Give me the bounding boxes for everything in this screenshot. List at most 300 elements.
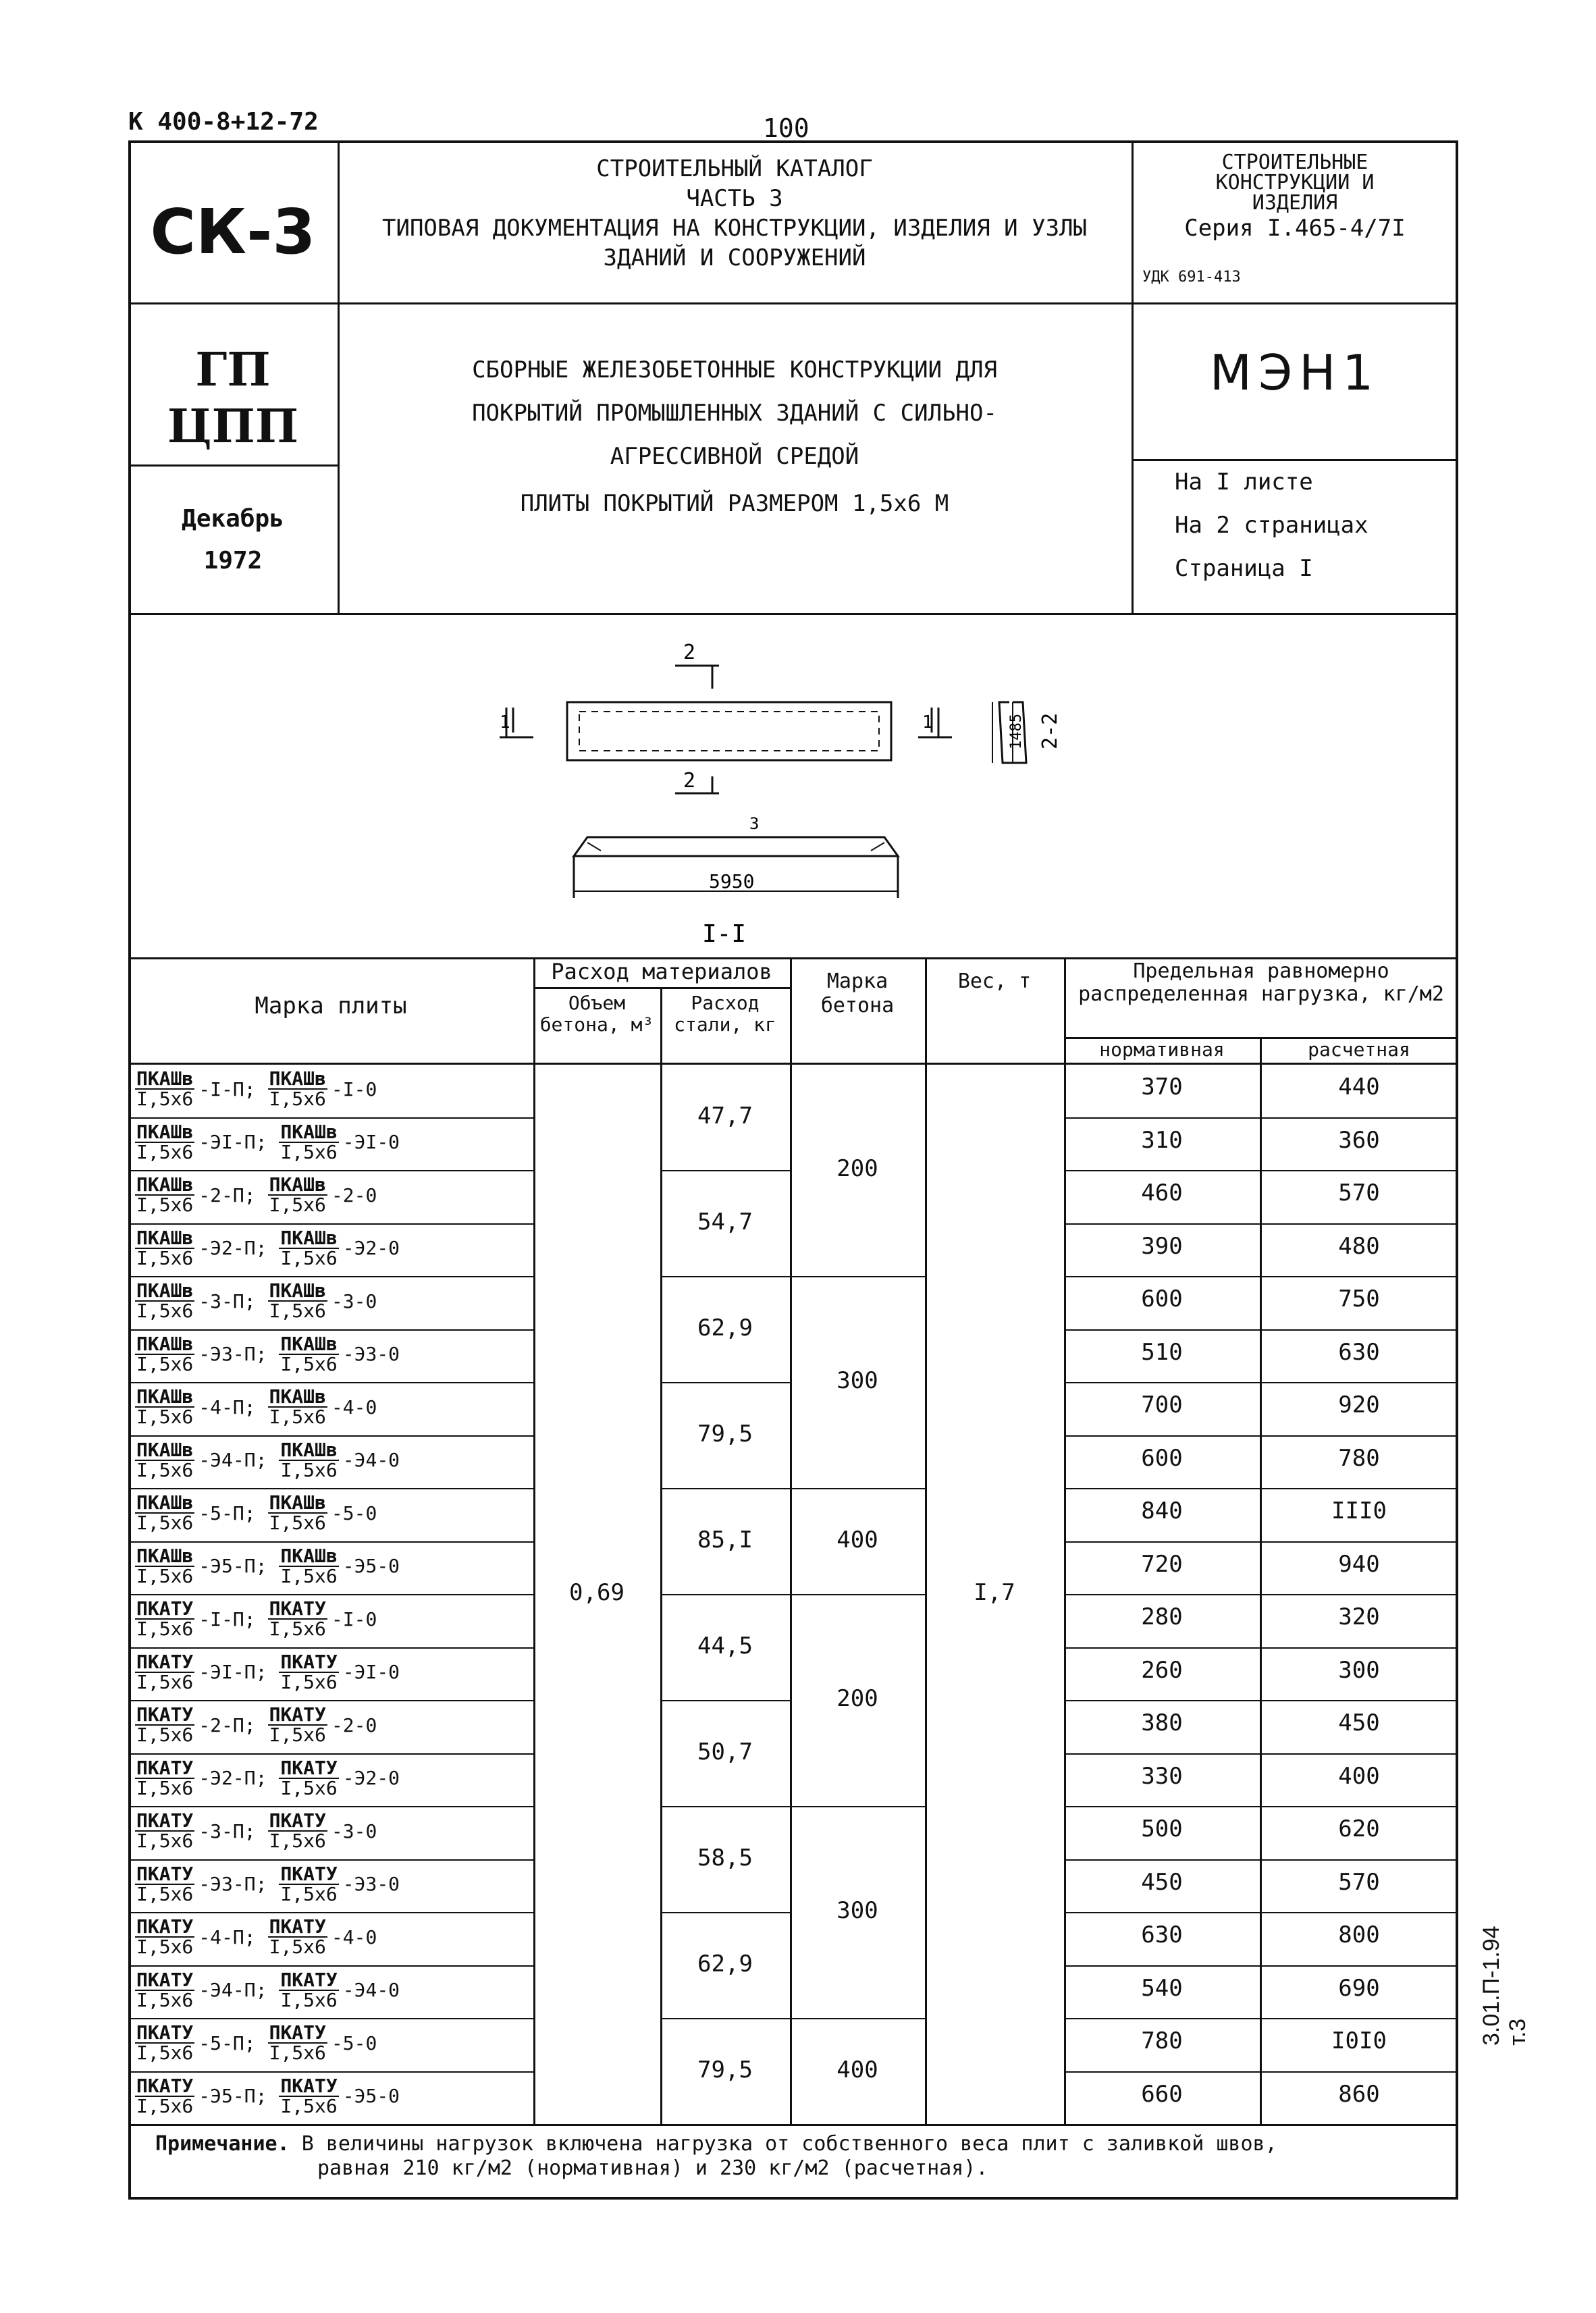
mark-fraction (268, 1175, 327, 1215)
mark-fraction (268, 1705, 327, 1745)
steel-divider (660, 1912, 790, 1913)
normative-load: 780 (1141, 2027, 1183, 2054)
mark-denominator: I,5х6 (136, 1406, 194, 1428)
mark-fraction (268, 1493, 327, 1533)
catalog-line: ЧАСТЬ 3 (686, 185, 783, 212)
row-divider (1064, 2018, 1458, 2019)
row-divider (1064, 1223, 1458, 1225)
mark-denominator: I,5х6 (136, 1352, 194, 1375)
row-divider (128, 1170, 533, 1171)
mark-denominator: I,5х6 (136, 1830, 194, 1852)
catalog-line: ТИПОВАЯ ДОКУМЕНТАЦИЯ НА КОНСТРУКЦИИ, ИЗДЕЛИЯ И УЗЛЫ (382, 215, 1087, 242)
divider (128, 613, 1458, 615)
normative-load: 500 (1141, 1815, 1183, 1842)
normative-load: 600 (1141, 1285, 1183, 1312)
mark-denominator: I,5х6 (280, 1670, 338, 1693)
plate-mark-part (135, 1069, 256, 1109)
mark-denominator: I,5х6 (136, 1088, 194, 1110)
row-divider (128, 2071, 533, 2073)
table-bottom (128, 2124, 1458, 2126)
concrete-grade: 200 (836, 1155, 878, 1182)
mark-fraction (135, 1281, 194, 1321)
mark-fraction (268, 1387, 327, 1427)
plate-mark-part (279, 1862, 400, 1905)
concrete-divider (790, 1594, 925, 1595)
design-load: 920 (1338, 1391, 1380, 1418)
row-divider (1064, 1806, 1458, 1807)
plate-mark (135, 1544, 400, 1587)
plate-mark-part (135, 1438, 267, 1481)
mark-numerator: ПКАТУ (136, 1862, 194, 1885)
mark-fraction (135, 1387, 194, 1427)
section-line: ИЗДЕЛИЯ (1252, 191, 1338, 215)
plate-mark-part (135, 1493, 256, 1533)
mark-suffix: -ЭI-0 (342, 1661, 400, 1683)
mark-denominator: I,5х6 (136, 1776, 194, 1799)
mark-denominator: I,5х6 (269, 1618, 326, 1640)
design-load: 570 (1338, 1179, 1380, 1206)
mark-suffix: -5-0 (331, 1501, 377, 1524)
subject-line: СБОРНЫЕ ЖЕЛЕЗОБЕТОННЫЕ КОНСТРУКЦИИ ДЛЯ (472, 356, 997, 383)
mark-denominator: I,5х6 (280, 1140, 338, 1163)
slab-plan-outline (567, 702, 891, 760)
mark-numerator: ПКАШв (269, 1173, 326, 1196)
mark-numerator: ПКАШв (136, 1491, 194, 1514)
header-normative: нормативная (1099, 1038, 1225, 1061)
design-load: 750 (1338, 1285, 1380, 1312)
steel-divider (660, 2018, 790, 2019)
plate-mark (135, 1756, 400, 1799)
steel-divider (660, 1488, 790, 1489)
plate-mark-part (135, 2023, 256, 2063)
design-load: 780 (1338, 1444, 1380, 1472)
concrete-volume: 0,69 (569, 1579, 624, 1606)
row-divider (1064, 1488, 1458, 1489)
mark-numerator: ПКАТУ (136, 1968, 194, 1991)
plate-mark (135, 1069, 377, 1109)
mark-fraction (135, 1544, 194, 1587)
mark-fraction (135, 1438, 194, 1481)
plate-mark-part (279, 1332, 400, 1375)
concrete-divider (790, 2018, 925, 2019)
slab-plan-inner (579, 712, 879, 751)
normative-load: 310 (1141, 1126, 1183, 1154)
mark-fraction (135, 1968, 194, 2011)
plate-mark (135, 1281, 377, 1321)
mark-numerator: ПКАШв (280, 1544, 338, 1567)
side-code: 3.01.П-1.94 т.3 (1479, 1925, 1531, 2046)
section-label-1-1: I-I (702, 920, 747, 948)
plate-mark-part (279, 1756, 400, 1799)
mark-suffix: -3-0 (331, 1290, 377, 1312)
footnote-line-2: равная 210 кг/м2 (нормативная) и 230 кг/м2 (расчетная). (317, 2156, 988, 2180)
row-divider (128, 1965, 533, 1967)
mark-fraction (268, 1069, 327, 1109)
row-divider (128, 1435, 533, 1437)
mark-numerator: ПКАШв (136, 1438, 194, 1461)
row-divider (128, 1276, 533, 1277)
steel-divider (660, 1594, 790, 1595)
mark-suffix: -Э4-0 (342, 1979, 400, 2001)
normative-load: 390 (1141, 1232, 1183, 1260)
mark-suffix: -I-П; (198, 1078, 256, 1100)
mark-suffix: -Э3-П; (198, 1873, 267, 1895)
subject-line: ПОКРЫТИЙ ПРОМЫШЛЕННЫХ ЗДАНИЙ С СИЛЬНО- (472, 400, 997, 427)
mark-suffix: -Э4-0 (342, 1449, 400, 1471)
steel-divider (660, 1806, 790, 1807)
mark-suffix: -4-П; (198, 1395, 256, 1418)
plate-mark-part (268, 1491, 377, 1534)
row-divider (1064, 1753, 1458, 1755)
sheet-info (1175, 460, 1368, 590)
plate-mark-part (268, 1279, 377, 1322)
mark-numerator: ПКАТУ (136, 1703, 194, 1726)
date-year: 1972 (203, 547, 263, 575)
mark-denominator: I,5х6 (136, 1618, 194, 1640)
normative-load: 720 (1141, 1550, 1183, 1578)
divider (128, 464, 338, 467)
header-mark: Марка плиты (255, 992, 407, 1019)
mark-fraction (279, 2074, 338, 2117)
mark-numerator: ПКАШв (136, 1279, 194, 1302)
mark-fraction (135, 1599, 194, 1639)
plate-mark-part (279, 2074, 400, 2117)
plate-mark-part (279, 1226, 400, 1269)
mark-fraction (135, 1493, 194, 1533)
plate-mark-part (135, 1175, 256, 1215)
plate-mark-part (268, 1915, 377, 1958)
mark-suffix: -Э3-0 (342, 1873, 400, 1895)
design-load: 450 (1338, 1709, 1380, 1736)
plate-mark (135, 1705, 377, 1745)
plate-mark (135, 1332, 400, 1375)
mark-suffix: -Э2-П; (198, 1767, 267, 1789)
row-divider (128, 1700, 533, 1701)
mark-suffix: -Э5-0 (342, 2085, 400, 2107)
plate-mark (135, 2074, 400, 2117)
length-dimension: 5950 (709, 870, 755, 893)
mark-suffix: -2-П; (198, 1713, 256, 1736)
normative-load: 330 (1141, 1762, 1183, 1790)
detail-mark-3: 3 (749, 814, 760, 833)
row-divider (1064, 1435, 1458, 1437)
plate-mark (135, 1120, 400, 1163)
header-concrete: Марка бетона (820, 969, 895, 1017)
plate-mark-part (268, 1385, 377, 1428)
catalog-code: СК-3 (150, 196, 316, 268)
section-mark-2-top: 2 (683, 641, 696, 664)
mark-denominator: I,5х6 (280, 1458, 338, 1481)
mark-suffix: -Э5-0 (342, 1555, 400, 1577)
design-load: 480 (1338, 1232, 1380, 1260)
mark-denominator: I,5х6 (280, 1776, 338, 1799)
plate-mark-part (135, 1544, 267, 1587)
mark-suffix: -Э3-0 (342, 1343, 400, 1365)
plate-mark-part (279, 1544, 400, 1587)
plate-mark-part (135, 1599, 256, 1639)
plate-mark (135, 1811, 377, 1851)
plate-mark-part (279, 1120, 400, 1163)
mark-fraction (279, 1756, 338, 1799)
mark-suffix: -Э5-П; (198, 1555, 267, 1577)
mark-numerator: ПКАШв (280, 1120, 338, 1143)
plate-mark-part (279, 1968, 400, 2011)
mark-denominator: I,5х6 (136, 1512, 194, 1534)
mark-denominator: I,5х6 (269, 1724, 326, 1746)
steel-consumption: 62,9 (697, 1314, 753, 1341)
mark-denominator: I,5х6 (269, 1088, 326, 1110)
mark-suffix: -Э4-П; (198, 1979, 267, 2001)
divider (128, 302, 1458, 304)
mark-fraction (268, 2023, 327, 2063)
mark-suffix: -Э3-П; (198, 1343, 267, 1365)
mark-numerator: ПКАТУ (269, 1703, 326, 1726)
mark-fraction (135, 1705, 194, 1745)
concrete-grade: 300 (836, 1897, 878, 1924)
mark-numerator: ПКАТУ (136, 1915, 194, 1938)
header-bottom (128, 1063, 1458, 1065)
mark-numerator: ПКАШв (136, 1120, 194, 1143)
mark-suffix: -4-0 (331, 1925, 377, 1948)
row-divider (1064, 1382, 1458, 1383)
steel-divider (660, 1170, 790, 1171)
footnote-line-1: В величины нагрузок включена нагрузка от собственного веса плит с заливкой швов, (301, 2132, 1277, 2156)
subject-title (338, 348, 1132, 525)
plate-mark (135, 1493, 377, 1533)
design-load: 860 (1338, 2080, 1380, 2108)
plate-mark (135, 1438, 400, 1481)
normative-load: 840 (1141, 1497, 1183, 1524)
plate-mark (135, 2023, 377, 2063)
plate-mark (135, 1968, 400, 2011)
concrete-grade: 300 (836, 1367, 878, 1394)
mark-fraction (135, 1226, 194, 1269)
mark-suffix: -I-П; (198, 1607, 256, 1630)
design-load: 300 (1338, 1656, 1380, 1684)
row-divider (128, 1382, 533, 1383)
mark-denominator: I,5х6 (136, 1724, 194, 1746)
mark-denominator: I,5х6 (136, 1458, 194, 1481)
mark-denominator: I,5х6 (136, 1988, 194, 2011)
section-line: СТРОИТЕЛЬНЫЕ (1221, 151, 1368, 174)
catalog-title (338, 154, 1132, 273)
col-divider (533, 957, 535, 2124)
mark-denominator: I,5х6 (136, 1300, 194, 1322)
mark-denominator: I,5х6 (280, 1352, 338, 1375)
udk-code: УДК 691-413 (1142, 269, 1241, 286)
concrete-divider (790, 1276, 925, 1277)
mark-denominator: I,5х6 (269, 1300, 326, 1322)
org-line: ЦПП (167, 400, 299, 454)
plate-mark (135, 1862, 400, 1905)
design-load: 440 (1338, 1073, 1380, 1100)
mark-suffix: -5-П; (198, 2031, 256, 2054)
mark-fraction (279, 1438, 338, 1481)
mark-numerator: ПКАШв (136, 1226, 194, 1249)
row-divider (1064, 1541, 1458, 1543)
catalog-line: СТРОИТЕЛЬНЫЙ КАТАЛОГ (596, 155, 873, 182)
series-code: Серия I.465-4/7I (1184, 215, 1406, 242)
mark-suffix: -2-0 (331, 1184, 377, 1206)
mark-fraction (279, 1968, 338, 2011)
mark-suffix: -5-П; (198, 1501, 256, 1524)
row-divider (128, 1647, 533, 1649)
row-divider (128, 1329, 533, 1331)
row-divider (128, 1488, 533, 1489)
mark-denominator: I,5х6 (269, 1512, 326, 1534)
mark-fraction (279, 1332, 338, 1375)
issue-date (128, 498, 338, 582)
mark-fraction (135, 1650, 194, 1693)
design-load: 690 (1338, 1974, 1380, 2002)
plate-weight: I,7 (974, 1579, 1015, 1606)
mark-denominator: I,5х6 (269, 1406, 326, 1428)
row-divider (128, 2018, 533, 2019)
normative-load: 600 (1141, 1444, 1183, 1472)
plate-mark (135, 1175, 377, 1215)
steel-consumption: 85,I (697, 1526, 753, 1553)
mark-denominator: I,5х6 (269, 2042, 326, 2064)
mark-suffix: -Э2-0 (342, 1767, 400, 1789)
organization (128, 342, 338, 455)
plate-mark (135, 1599, 377, 1639)
mark-fraction (135, 1862, 194, 1905)
footnote (155, 2132, 1277, 2181)
mark-denominator: I,5х6 (136, 1564, 194, 1587)
mark-numerator: ПКАТУ (136, 1756, 194, 1779)
mark-fraction (268, 1811, 327, 1851)
mark-numerator: ПКАШв (136, 1544, 194, 1567)
plate-mark-part (135, 1650, 267, 1693)
mark-numerator: ПКАШв (136, 1067, 194, 1090)
section-title (1132, 153, 1458, 243)
steel-consumption: 47,7 (697, 1102, 753, 1129)
mark-fraction (135, 1811, 194, 1851)
mark-numerator: ПКАТУ (280, 2074, 338, 2097)
section-mark-1-right: 1 (922, 712, 933, 733)
page-number: 100 (763, 113, 809, 143)
mark-suffix: -Э5-П; (198, 2085, 267, 2107)
mark-suffix: -4-0 (331, 1395, 377, 1418)
row-divider (128, 1541, 533, 1543)
mark-denominator: I,5х6 (269, 1830, 326, 1852)
mark-numerator: ПКАТУ (280, 1756, 338, 1779)
mark-suffix: -ЭI-П; (198, 1661, 267, 1683)
width-dimension: 1485 (1008, 714, 1025, 749)
header-weight: Вес, т (957, 969, 1032, 993)
mark-suffix: -I-0 (331, 1607, 377, 1630)
plate-mark-part (135, 1281, 256, 1321)
design-load: I0I0 (1331, 2027, 1387, 2054)
mark-denominator: I,5х6 (136, 1194, 194, 1216)
mark-suffix: -Э2-П; (198, 1237, 267, 1259)
page-count: На 2 страницах (1175, 512, 1368, 539)
mark-denominator: I,5х6 (280, 1246, 338, 1269)
plate-mark-part (135, 1226, 267, 1269)
mark-numerator: ПКАШв (269, 1279, 326, 1302)
mark-denominator: I,5х6 (136, 2094, 194, 2117)
section-line: КОНСТРУКЦИИ И (1215, 171, 1375, 194)
document-code: К 400-8+12-72 (128, 108, 319, 136)
mark-fraction (135, 1332, 194, 1375)
plate-mark-part (135, 1332, 267, 1375)
normative-load: 510 (1141, 1338, 1183, 1366)
mark-denominator: I,5х6 (280, 1882, 338, 1905)
mark-numerator: ПКАШв (280, 1438, 338, 1461)
design-load: 940 (1338, 1550, 1380, 1578)
mark-numerator: ПКАТУ (269, 1915, 326, 1938)
page-index: Страница I (1175, 555, 1313, 582)
mark-numerator: ПКАТУ (280, 1862, 338, 1885)
plate-mark-part (135, 1120, 267, 1163)
design-load: 360 (1338, 1126, 1380, 1154)
mark-numerator: ПКАШв (136, 1385, 194, 1408)
header-volume: Объем бетона, м³ (539, 992, 654, 1036)
mark-numerator: ПКАШв (269, 1067, 326, 1090)
mark-fraction (135, 1120, 194, 1163)
date-month: Декабрь (182, 505, 284, 533)
plate-mark-part (135, 1705, 256, 1745)
steel-consumption: 44,5 (697, 1632, 753, 1659)
mark-numerator: ПКАТУ (269, 2021, 326, 2044)
mark-numerator: ПКАТУ (136, 1809, 194, 1832)
mark-denominator: I,5х6 (280, 2094, 338, 2117)
col-divider (925, 957, 927, 2124)
mark-denominator: I,5х6 (136, 2042, 194, 2064)
mark-suffix: -5-0 (331, 2031, 377, 2054)
mark-fraction (279, 1650, 338, 1693)
normative-load: 460 (1141, 1179, 1183, 1206)
mark-fraction (268, 1599, 327, 1639)
plate-mark-part (135, 2074, 267, 2117)
mark-numerator: ПКАТУ (136, 1650, 194, 1673)
mark-fraction (279, 1544, 338, 1587)
mark-denominator: I,5х6 (280, 1564, 338, 1587)
mark-denominator: I,5х6 (136, 1246, 194, 1269)
sheet-count: На I листе (1175, 469, 1313, 496)
mark-numerator: ПКАШв (136, 1332, 194, 1355)
mark-suffix: -Э2-0 (342, 1237, 400, 1259)
mark-numerator: ПКАШв (269, 1491, 326, 1514)
design-load: 400 (1338, 1762, 1380, 1790)
mark-denominator: I,5х6 (136, 1936, 194, 1958)
mark-fraction (135, 2074, 194, 2117)
row-divider (128, 1117, 533, 1119)
normative-load: 660 (1141, 2080, 1183, 2108)
mark-fraction (135, 1756, 194, 1799)
row-divider (1064, 1276, 1458, 1277)
mark-numerator: ПКАШв (280, 1332, 338, 1355)
mark-fraction (279, 1862, 338, 1905)
plate-mark-part (279, 1438, 400, 1481)
mark-numerator: ПКАШв (280, 1226, 338, 1249)
mark-numerator: ПКАТУ (269, 1597, 326, 1620)
mark-denominator: I,5х6 (269, 1194, 326, 1216)
row-divider (1064, 2071, 1458, 2073)
design-load: 800 (1338, 1921, 1380, 1948)
mark-numerator: ПКАШв (136, 1173, 194, 1196)
design-load: 320 (1338, 1603, 1380, 1630)
plate-mark-part (135, 1917, 256, 1957)
mark-fraction (279, 1120, 338, 1163)
plate-mark-part (268, 1703, 377, 1746)
section-label-2-2: 2-2 (1038, 712, 1062, 749)
header-steel: Расход стали, кг (674, 992, 776, 1036)
mark-numerator: ПКАТУ (280, 1650, 338, 1673)
footnote-label: Примечание. (155, 2132, 290, 2156)
row-divider (128, 1859, 533, 1861)
mark-fraction (135, 1175, 194, 1215)
